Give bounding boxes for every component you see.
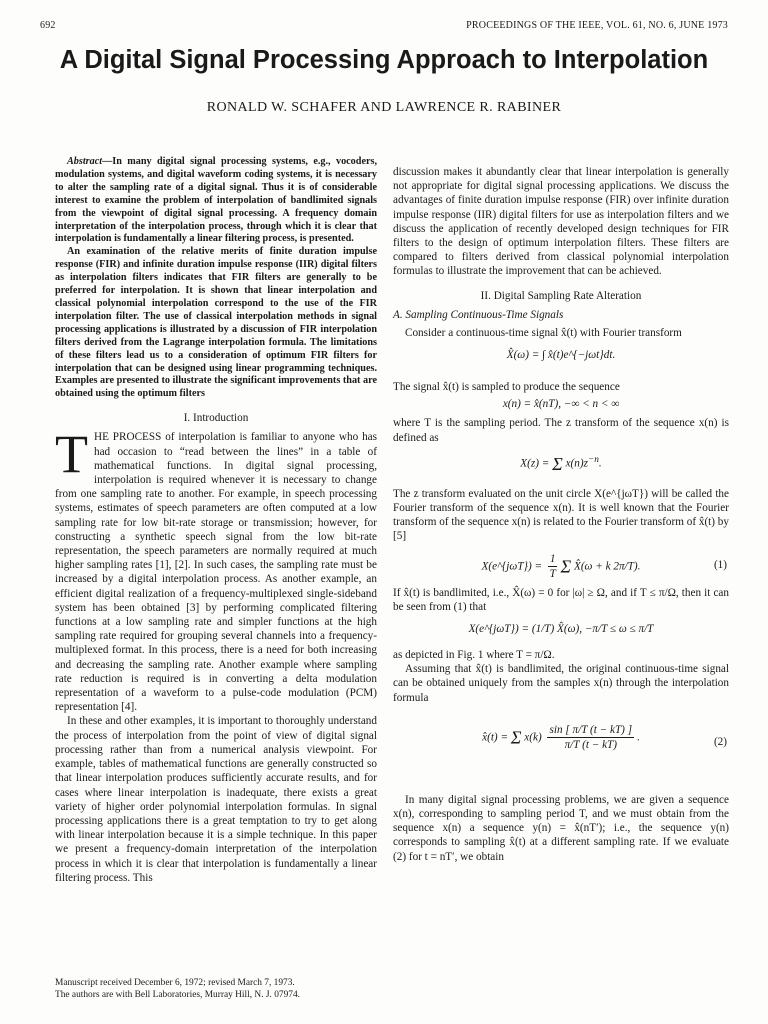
abstract-p1: Abstract—In many digital signal processing systems, e.g., vocoders, modulation systems, and digital waveform coding systems, it is necessary to alter the sampling rate of a digital signal. Thus it is of considerable interest to examine the problem of interpolation of bandlimited signals from the viewpoint of digital signal processing. A frequency domain interpretation of the interpolation process, through which it is clear that interpolation is fundamentally a linear filtering process, is presented. <box>55 156 377 245</box>
equation-1-rhs: X̂(ω + k 2π/T). <box>573 559 641 572</box>
section-heading-sampling: II. Digital Sampling Rate Alteration <box>480 289 642 302</box>
footnote <box>55 978 385 1001</box>
authors: RONALD W. SCHAFER AND LAWRENCE R. RABINER <box>206 100 562 115</box>
equation-sampling <box>393 394 729 416</box>
right-p3: The signal x̂(t) is sampled to produce the sequence <box>393 381 620 394</box>
sinc-fraction <box>547 723 634 752</box>
sum-symbol: Σ <box>510 727 522 748</box>
equation-2-number: (2) <box>713 735 727 748</box>
drop-cap: T <box>55 424 88 485</box>
abstract-p2: An examination of the relative merits of finite duration impulse response (FIR) and infinite duration impulse response (IIR) digital filters as interpolation filters indicates that FIR filters are generally to be preferred for interpolation. It is shown that linear interpolation and classical polynomial interpolation correspond to the use of the FIR interpolation filter. The use of classical interpolation methods in signal processing applications is illustrated by a discussion of FIR interpolation filters derived from the Lagrange interpolation formula. The limitations of these filters lead us to a consideration of optimum FIR filters for interpolation that can be designed using linear programming techniques. Examples are presented to illustrate the significant improvements that are obtained using the optimum filters <box>55 246 377 400</box>
equation-z-rhs: x(n)z <box>565 457 588 470</box>
running-header: PROCEEDINGS OF THE IEEE, VOL. 61, NO. 6, JUNE 1973 <box>466 20 728 31</box>
right-p1: discussion makes it abundantly clear that linear interpolation is generally not appropriate for digital signal processing applications. We discuss the advantages of finite duration impulse response (FIR) over infinite duration impulse response (IIR) digital filters for use as interpolation filters and we discuss the application of recently developed design techniques for FIR filters to the design of optimum interpolation filters. These filters are compared to filters derived from classical polynomial interpolation formulas to illustrate the improvement that can be achieved. <box>393 166 729 278</box>
equation-1-lhs: X(e^{jωT}) = <box>481 559 543 572</box>
sinc-numerator: sin [ π/T (t − kT) ] <box>547 723 634 738</box>
abstract-text-1: In many digital signal processing systems, e.g., vocoders, modulation systems, and digital waveform coding systems, it is necessary to alter the sampling rate of a digital signal. Thus it is of considerable interest to examine the problem of interpolation of bandlimited signals from the viewpoint of digital signal processing. A frequency domain interpretation of the interpolation process, through which it is clear that interpolation is fundamentally a linear filtering process, is presented. <box>55 156 377 245</box>
abstract-label: Abstract <box>67 156 103 167</box>
right-p6: If x̂(t) is bandlimited, i.e., X̂(ω) = 0 for |ω| ≥ Ω, and if T ≤ π/Ω, then it can be seen from (1) that <box>393 586 729 613</box>
equation-z-transform <box>393 445 729 487</box>
equation-z-lhs: X(z) = <box>520 457 550 470</box>
paper-title: A Digital Signal Processing Approach to Interpolation <box>59 46 709 74</box>
equation-bandlimited <box>393 614 729 648</box>
equation-2 <box>393 705 729 793</box>
sum-symbol: Σ <box>552 453 563 474</box>
right-p8: Assuming that x̂(t) is bandlimited, the original continuous-time signal can be obtained uniquely from the samples x(n) through the interpolation formula <box>393 663 729 704</box>
right-p2: Consider a continuous-time signal x̂(t) with Fourier transform <box>405 327 682 340</box>
intro-p1 <box>55 424 377 714</box>
right-p9: In many digital signal processing problems, we are given a sequence x(n), corresponding to sampling period T, and we must obtain from the sequence x(n) a sequence y(n) = x̂(nT′); i.e., the sequence y(n) corresponds to sampling x̂(t) at a different sampling rate. If we evaluate (2) for t = nT′, we obtain <box>393 793 729 863</box>
equation-1 <box>393 544 729 586</box>
fraction-1-over-t: $\frac{1}{T}$ <box>549 552 556 580</box>
equation-2-lhs: x̂(t) = <box>482 731 508 744</box>
right-column <box>393 165 729 864</box>
equation-2-mid: x(k) <box>524 731 542 744</box>
equation-fourier-text: X̂(ω) = ∫ x̂(t)e^{−jωt}dt. <box>506 349 616 362</box>
footnote-affiliation: The authors are with Bell Laboratories, Murray Hill, N. J. 07974. <box>55 989 300 1000</box>
footnote-received: Manuscript received December 6, 1972; revised March 7, 1973. <box>55 978 295 988</box>
equation-2-body: x̂(t) = Σ x(k) $\frac{\sin [ \pi/T (t - kT) ]}{\pi/T (t - kT)}$ . <box>482 723 640 752</box>
page-number: 692 <box>40 20 56 31</box>
right-p4: where T is the sampling period. The z transform of the sequence x(n) is defined as <box>393 417 729 444</box>
equation-sampling-text: x(n) = x̂(nT), −∞ < n < ∞ <box>502 398 620 411</box>
sum-symbol: Σ <box>560 556 572 577</box>
equation-1-number: (1) <box>713 558 727 571</box>
right-p7: as depicted in Fig. 1 where T = π/Ω. <box>393 649 555 662</box>
subsection-heading-a: A. Sampling Continuous-Time Signals <box>393 308 564 321</box>
left-column <box>55 156 377 885</box>
intro-text-1: HE PROCESS of interpolation is familiar to anyone who has had occasion to “read between the lines” in a table of mathematical functions. In digital signal processing, interpolation is required whenever it is necessary to change from one sampling rate to another. For example, in speech processing systems, estimates of speech parameters are often computed at a low sampling rate for low bit-rate storage or transmission; however, for constructing a synthetic speech signal from the low bit-rate representation, the speech parameters are normally required at much higher sampling rates [1], [2]. In such cases, the sampling rate must be increased by a digital interpolation process. As another example, an efficient digital realization of a frequency-multiplexed single-sideband system has been obtained [3] by performing complicated filtering functions at a low sampling rate and simpler functions at the high sampling rate required for grouping several channels into a frequency-multiplexed format. In this process, there is a need for both increasing and decreasing the sampling rate. Another example where sampling rate reduction is required is in converting a delta modulation representation of a waveform to a pulse-code modulation (PCM) representation [4]. <box>55 431 377 714</box>
section-heading-introduction: I. Introduction <box>183 412 249 425</box>
sinc-denominator: π/T (t − kT) <box>564 739 617 752</box>
equation-z-body: X(z) = Σ $x(n)z^{-n}$. <box>520 453 602 474</box>
equation-fourier-transform <box>393 340 729 380</box>
intro-p2: In these and other examples, it is important to thoroughly understand the process of interpolation from the point of view of digital signal processing rather than from a numerical analysis viewpoint. For example, tables of mathematical functions are generally constructed so that linear interpolation produces sufficiently accurate results, and for cases where linear interpolation is inadequate, there exists a great variety of higher order polynomial interpolation formulas. In signal processing applications there is a great temptation to try to get along with linear interpolation because it is a simple technique. In this paper we present a frequency-domain interpretation of the interpolation process in which it is clear that interpolation is fundamentally a linear filtering process. This <box>55 715 377 884</box>
equation-1-body <box>393 552 729 581</box>
equation-bandlimited-text: X(e^{jωT}) = (1/T) X̂(ω), −π/T ≤ ω ≤ π/T <box>468 623 654 636</box>
right-p5: The z transform evaluated on the unit circle X(e^{jωT}) will be called the Fourier transform of the sequence x(n). It is well known that the Fourier transform of the sequence x(n) is related to the Fourier transform of x̂(t) by [5] <box>393 487 729 543</box>
